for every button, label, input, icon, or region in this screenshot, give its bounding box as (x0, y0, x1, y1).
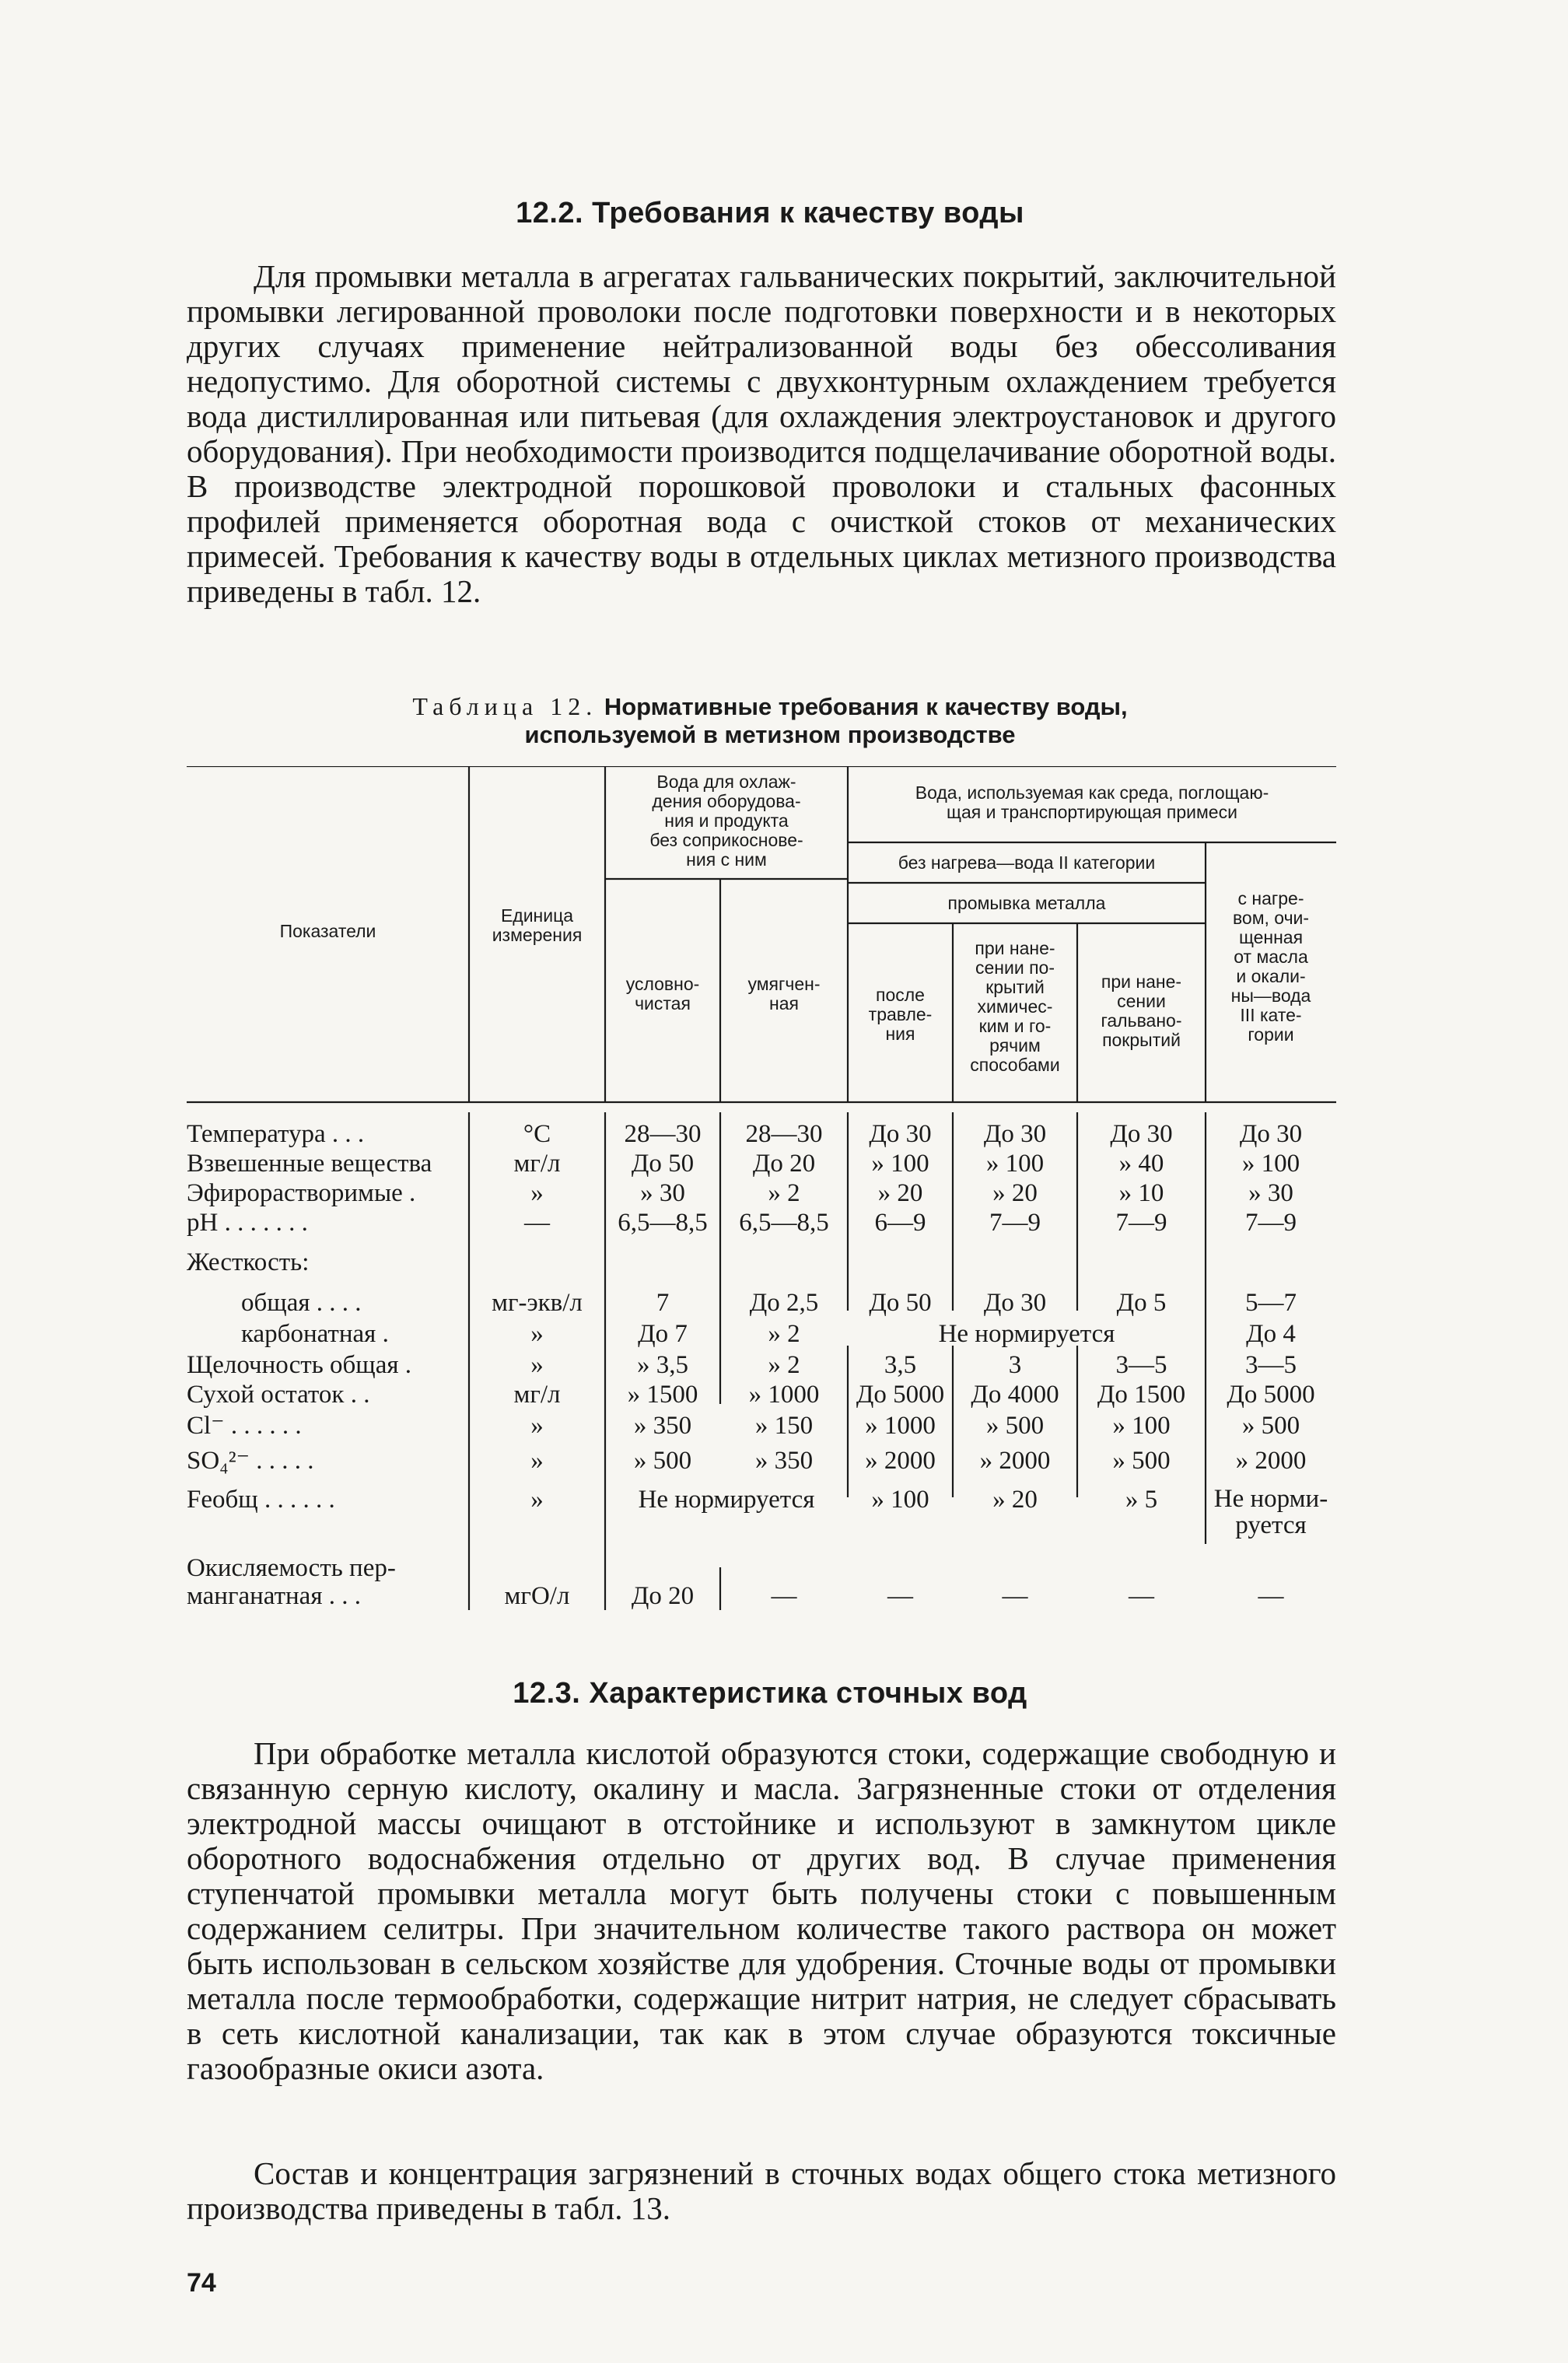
table-caption (187, 692, 1353, 749)
cell-softened: » 1000 (748, 1381, 820, 1409)
cell-indicator: Окисляемость пер- манганатная . . . (187, 1554, 396, 1610)
header-after-pickling: после травле- ния (868, 985, 933, 1044)
table-caption-lead: Таблица 12. (412, 692, 598, 720)
cell-heated: » 30 (1248, 1179, 1293, 1207)
cell-chemical: » 20 (992, 1179, 1038, 1207)
cell-pickling: » 100 (871, 1486, 929, 1514)
header-softened: умягчен- ная (747, 974, 821, 1013)
cell-softened: 6,5—8,5 (739, 1209, 829, 1237)
cell-chemical: До 4000 (971, 1381, 1059, 1409)
cell-clean: » 30 (640, 1179, 685, 1207)
cell-galvanic: До 30 (1110, 1120, 1173, 1148)
cell-galvanic: 7—9 (1115, 1209, 1167, 1237)
cell-chemical: » 20 (992, 1486, 1038, 1514)
cell-softened: — (771, 1582, 797, 1610)
cell-chemical: — (1002, 1582, 1028, 1610)
cell-galvanic: — (1129, 1582, 1154, 1610)
header-no-heating: без нагрева—вода II категории (898, 852, 1156, 873)
cell-galvanic: 3—5 (1115, 1351, 1167, 1379)
cell-heated: 5—7 (1245, 1289, 1297, 1317)
cell-heated: До 5000 (1227, 1381, 1315, 1409)
paragraph-wastewater-sources: При обработке металла кислотой образуются стоки, содержащие свободную и связанную серную кислоту, окалину и масла. Загрязненные стоки от отделения электродной массы очищают в отстойнике и используют в замкнутом цикле оборотного водоснабжения отдельно от других вод. В случае применения ступенчатой промывки металла могут быть получены стоки с повышенным содержанием селитры. При значительном количестве такого раствора он может быть использован в сельском хозяйстве для удобрения. Сточные воды от промывки металла после термообработки, содержащие нитрит натрия, не следует сбрасывать в сеть кислотной канализации, так как в этом случае образуются токсичные газообразные окиси азота. (187, 1735, 1336, 2086)
cell-clean: До 20 (631, 1582, 695, 1610)
header-unit: Единица измерения (492, 905, 583, 945)
cell-indicator: Cl⁻ . . . . . . (187, 1412, 302, 1440)
cell-chemical: До 30 (983, 1120, 1047, 1148)
cell-galvanic: » 100 (1112, 1412, 1171, 1440)
cell-clean: » 3,5 (637, 1351, 688, 1379)
cell-clean: » 500 (633, 1447, 692, 1475)
header-with-heating: с нагре- вом, очи- щенная от масла и окали- ны—вода III кате- гории (1230, 888, 1311, 1045)
cell-clean: До 7 (638, 1320, 688, 1348)
cell-clean: 6,5—8,5 (618, 1209, 708, 1237)
cell-indicator: Температура . . . (187, 1120, 365, 1148)
cell-pickling: До 5000 (856, 1381, 945, 1409)
cell-unit: » (530, 1412, 544, 1440)
cell-heated: » 2000 (1235, 1447, 1307, 1475)
cell-chemical: » 100 (985, 1150, 1045, 1178)
page-number: 74 (187, 2268, 216, 2298)
section-heading-wastewater: 12.3. Характеристика сточных вод (513, 1677, 1027, 1710)
cell-unit: мг/л (513, 1150, 561, 1178)
cell-indicator: Сухой остаток . . (187, 1381, 370, 1409)
cell-softened: 28—30 (745, 1120, 823, 1148)
cell-pickling: — (887, 1582, 913, 1610)
cell-galvanic: До 5 (1116, 1289, 1167, 1317)
header-metal-washing: промывка металла (947, 893, 1106, 913)
cell-indicator: Взвешенные вещества (187, 1150, 432, 1178)
cell-indicator: Эфирорастворимые . (187, 1179, 416, 1207)
header-conventionally-clean: условно- чистая (625, 974, 700, 1013)
section-heading-water-quality: 12.2. Требования к качеству воды (516, 197, 1024, 229)
cell-softened: » 350 (754, 1447, 814, 1475)
cell-unit: — (524, 1209, 550, 1237)
cell-chemical: » 2000 (979, 1447, 1051, 1475)
cell-unit: » (530, 1320, 544, 1348)
cell-indicator: карбонатная . (241, 1320, 389, 1348)
cell-galvanic: » 5 (1125, 1486, 1158, 1514)
header-chemical-hot-coating: при нане- сении по- крытий химичес- ким и го- рячим способами (970, 938, 1060, 1075)
cell-indicator: Жесткость: (187, 1248, 310, 1276)
cell-galvanic: » 40 (1118, 1150, 1164, 1178)
header-medium-water: Вода, используемая как среда, поглощаю- щая и транспортирующая примеси (915, 782, 1269, 822)
cell-unit: » (530, 1351, 544, 1379)
cell-unit: » (530, 1179, 544, 1207)
cell-softened: До 2,5 (749, 1289, 819, 1317)
cell-galvanic: » 10 (1118, 1179, 1164, 1207)
cell-unit: °C (523, 1120, 551, 1148)
cell-clean: » 1500 (627, 1381, 698, 1409)
cell-not-regulated-span: Не нормируется (638, 1486, 815, 1514)
table-caption-line2: используемой в метизном производстве (524, 721, 1016, 748)
cell-clean: » 350 (633, 1412, 692, 1440)
cell-chemical: 7—9 (989, 1209, 1041, 1237)
cell-pickling: 6—9 (874, 1209, 926, 1237)
cell-indicator: SO₄²⁻ . . . . . (187, 1447, 314, 1475)
cell-unit: мг/л (513, 1381, 561, 1409)
cell-galvanic: До 1500 (1097, 1381, 1186, 1409)
cell-unit: » (530, 1447, 544, 1475)
cell-unit: мг-экв/л (492, 1289, 583, 1317)
cell-softened: » 2 (768, 1320, 800, 1348)
cell-heated: 3—5 (1245, 1351, 1297, 1379)
cell-heated: Не норми- руется (1213, 1485, 1328, 1539)
header-galvanic-coating: при нане- сении гальвано- покрытий (1101, 971, 1182, 1050)
table-caption-line1: Нормативные требования к качеству воды, (604, 693, 1128, 720)
header-indicator: Показатели (279, 921, 376, 941)
cell-clean: До 50 (631, 1150, 695, 1178)
cell-chemical: » 500 (985, 1412, 1045, 1440)
cell-pickling: До 30 (869, 1120, 932, 1148)
cell-pickling: До 50 (869, 1289, 932, 1317)
water-quality-table (187, 766, 1336, 1622)
cell-chemical: До 30 (983, 1289, 1047, 1317)
cell-indicator: Щелочность общая . (187, 1351, 412, 1379)
cell-pickling: 3,5 (884, 1351, 917, 1379)
cell-unit: » (530, 1486, 544, 1514)
paragraph-table13-reference: Состав и концентрация загрязнений в сточных водах общего стока метизного производства приведены в табл. 13. (187, 2155, 1336, 2226)
cell-softened: » 2 (768, 1351, 800, 1379)
cell-pickling: » 1000 (865, 1412, 936, 1440)
cell-unit: мгО/л (504, 1582, 570, 1610)
cell-pickling: » 20 (877, 1179, 923, 1207)
cell-chemical: 3 (1008, 1351, 1022, 1379)
header-cooling-water: Вода для охлаж- дения оборудова- ния и продукта без соприкоснове- ния с ним (649, 772, 803, 870)
cell-indicator: общая . . . . (241, 1289, 362, 1317)
cell-heated: » 100 (1241, 1150, 1300, 1178)
cell-heated: » 500 (1241, 1412, 1300, 1440)
cell-clean: 28—30 (624, 1120, 702, 1148)
cell-heated: 7—9 (1245, 1209, 1297, 1237)
cell-clean: 7 (656, 1289, 670, 1317)
cell-indicator: pH . . . . . . . (187, 1209, 308, 1237)
cell-heated: До 30 (1239, 1120, 1303, 1148)
cell-indicator: Feобщ . . . . . . (187, 1486, 335, 1514)
cell-not-regulated-span: Не нормируется (938, 1320, 1115, 1348)
cell-heated: — (1258, 1582, 1284, 1610)
cell-softened: » 2 (768, 1179, 800, 1207)
cell-galvanic: » 500 (1112, 1447, 1171, 1475)
cell-softened: До 20 (752, 1150, 816, 1178)
cell-heated: До 4 (1246, 1320, 1296, 1348)
cell-pickling: » 100 (871, 1150, 929, 1178)
paragraph-water-requirements: Для промывки металла в агрегатах гальванических покрытий, заключительной промывки легированной проволоки после подготовки поверхности и в некоторых других случаях применение нейтрализованной воды без обессоливания недопустимо. Для оборотной системы с двухконтурным охлаждением требуется вода дистиллированная или питьевая (для охлаждения электроустановок и другого оборудования). При необходимости производится подщелачивание оборотной воды. В производстве электродной порошковой проволоки и стальных фасонных профилей применяется оборотная вода с очисткой стоков от механических примесей. Требования к качеству воды в отдельных циклах метизного производства приведены в табл. 12. (187, 258, 1336, 609)
cell-softened: » 150 (754, 1412, 814, 1440)
cell-pickling: » 2000 (865, 1447, 936, 1475)
